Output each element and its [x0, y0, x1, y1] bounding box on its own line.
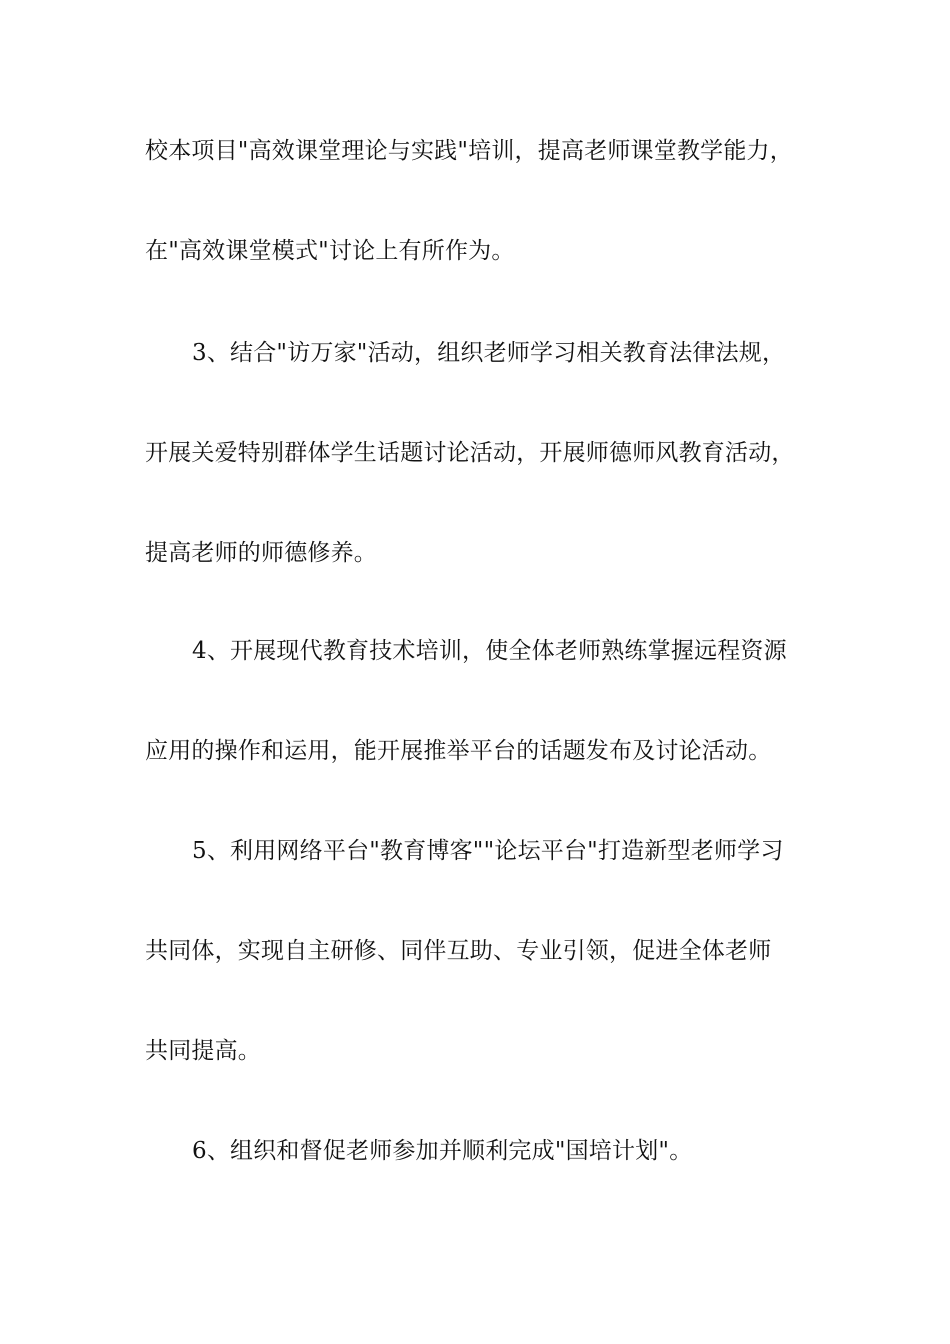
paragraph-line: 在"高效课堂模式"讨论上有所作为。 [145, 238, 515, 264]
paragraph-line: 5、利用网络平台"教育博客""论坛平台"打造新型老师学习 [192, 838, 784, 864]
paragraph-line: 提高老师的师德修养。 [145, 540, 377, 566]
paragraph-line: 3、结合"访万家"活动，组织老师学习相关教育法律法规， [192, 340, 786, 366]
paragraph-line: 共同提高。 [145, 1038, 261, 1064]
paragraph-line: 4、开展现代教育技术培训，使全体老师熟练掌握远程资源 [192, 638, 787, 664]
paragraph-line: 共同体，实现自主研修、同伴互助、专业引领，促进全体老师 [145, 938, 772, 964]
paragraph-line: 开展关爱特别群体学生话题讨论活动，开展师德师风教育活动， [145, 440, 795, 466]
paragraph-line: 应用的操作和运用，能开展推举平台的话题发布及讨论活动。 [145, 738, 772, 764]
paragraph-line: 校本项目"高效课堂理论与实践"培训，提高老师课堂教学能力， [145, 138, 793, 164]
paragraph-line: 6、组织和督促老师参加并顺利完成"国培计划"。 [192, 1138, 693, 1164]
